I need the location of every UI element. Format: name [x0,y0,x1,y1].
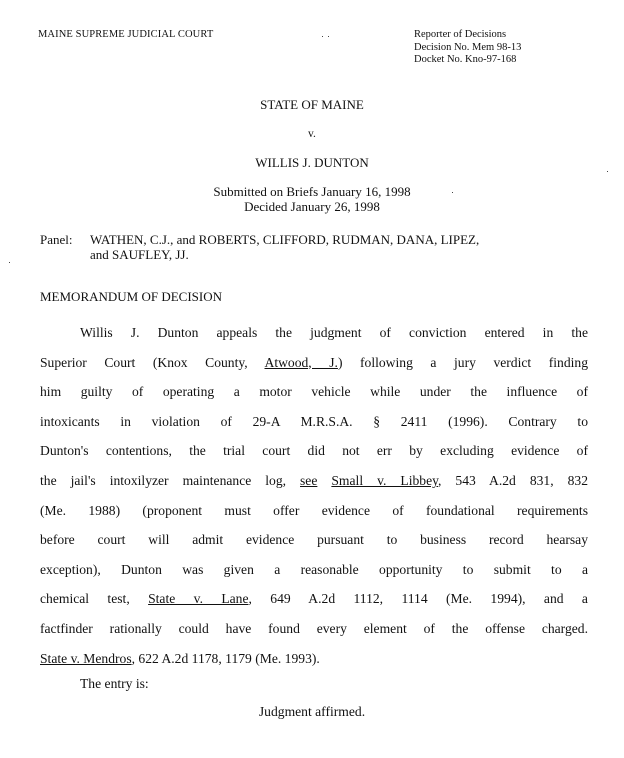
case-citation: see [300,472,318,488]
versus: v. [308,128,316,140]
plaintiff-name: STATE OF MAINE [260,97,364,112]
case-citation: State v. Mendros [40,650,132,666]
reporter-of-decisions: Reporter of Decisions [414,29,507,40]
memorandum-text: Willis J. Dunton appeals the judgment of conviction entered in the [80,325,588,340]
submitted-date: Submitted on Briefs January 16, 1998 [213,184,411,199]
memorandum-line [40,348,588,378]
memorandum-text: him guilty of operating a motor vehicle while under the influence of [40,384,588,400]
panel-justices-line2: and SAUFLEY, JJ. [90,247,189,262]
memorandum-line [40,584,588,614]
memorandum-line [40,407,588,437]
memorandum-text: , 543 A.2d 831, 832 [438,472,589,488]
scan-speck [322,36,323,37]
panel-label: Panel: [40,232,73,247]
memorandum-line [40,555,588,585]
scan-speck [328,36,329,37]
memorandum-text: Superior Court (Knox County, [40,354,265,370]
memorandum-text: intoxicants in violation of 29-A M.R.S.A. § 2411 (1996). Contrary to [40,413,588,429]
memorandum-line [40,377,588,407]
memorandum-text: Dunton's contentions, the trial court did not err by excluding evidence of [40,443,588,459]
memorandum-line [40,644,588,674]
decision-number: Decision No. Mem 98-13 [414,41,522,53]
memorandum-text: chemical test, [40,591,149,607]
decided-date: Decided January 26, 1998 [244,199,380,214]
reporter-block [414,29,521,67]
scan-speck [607,171,608,172]
case-citation: Atwood, J. [264,354,338,370]
memorandum-text: factfinder rationally could have found every element of the offense charged. [40,620,588,636]
memorandum-title: MEMORANDUM OF DECISION [40,289,223,304]
case-citation: State v. Lane [148,591,249,607]
memorandum-line [40,525,588,555]
memorandum-text: (Me. 1988) (proponent must offer evidence of foundational requirements [40,502,588,518]
scan-speck [452,192,453,193]
memorandum-line [40,614,588,644]
memorandum-text: exception), Dunton was given a reasonable opportunity to submit to a [40,561,588,577]
memorandum-text: , 649 A.2d 1112, 1114 (Me. 1994), and a [248,591,588,607]
memorandum-line [40,466,588,496]
court-name: MAINE SUPREME JUDICIAL COURT [38,29,214,40]
panel-justices-line1: WATHEN, C.J., and ROBERTS, CLIFFORD, RUDMAN, DANA, LIPEZ, [90,232,480,247]
memorandum-body [40,318,588,673]
judgment: Judgment affirmed. [258,704,366,719]
dates-block [0,184,624,214]
memorandum-text: the jail's intoxilyzer maintenance log, [40,472,301,488]
memorandum-text: ) following a jury verdict finding [337,354,588,370]
scan-speck [9,262,10,263]
docket-number: Docket No. Kno-97-168 [414,54,517,65]
panel-block [40,232,600,262]
memorandum-line [40,318,588,348]
entry-label: The entry is: [80,676,149,691]
case-citation: Small v. Libbey [331,472,439,488]
memorandum-text [317,473,331,488]
defendant-name: WILLIS J. DUNTON [255,155,369,170]
memorandum-line [40,496,588,526]
memorandum-line [40,436,588,466]
memorandum-text: before court will admit evidence pursuant to business record hearsay [40,532,588,548]
memorandum-text: , 622 A.2d 1178, 1179 (Me. 1993). [131,650,320,666]
